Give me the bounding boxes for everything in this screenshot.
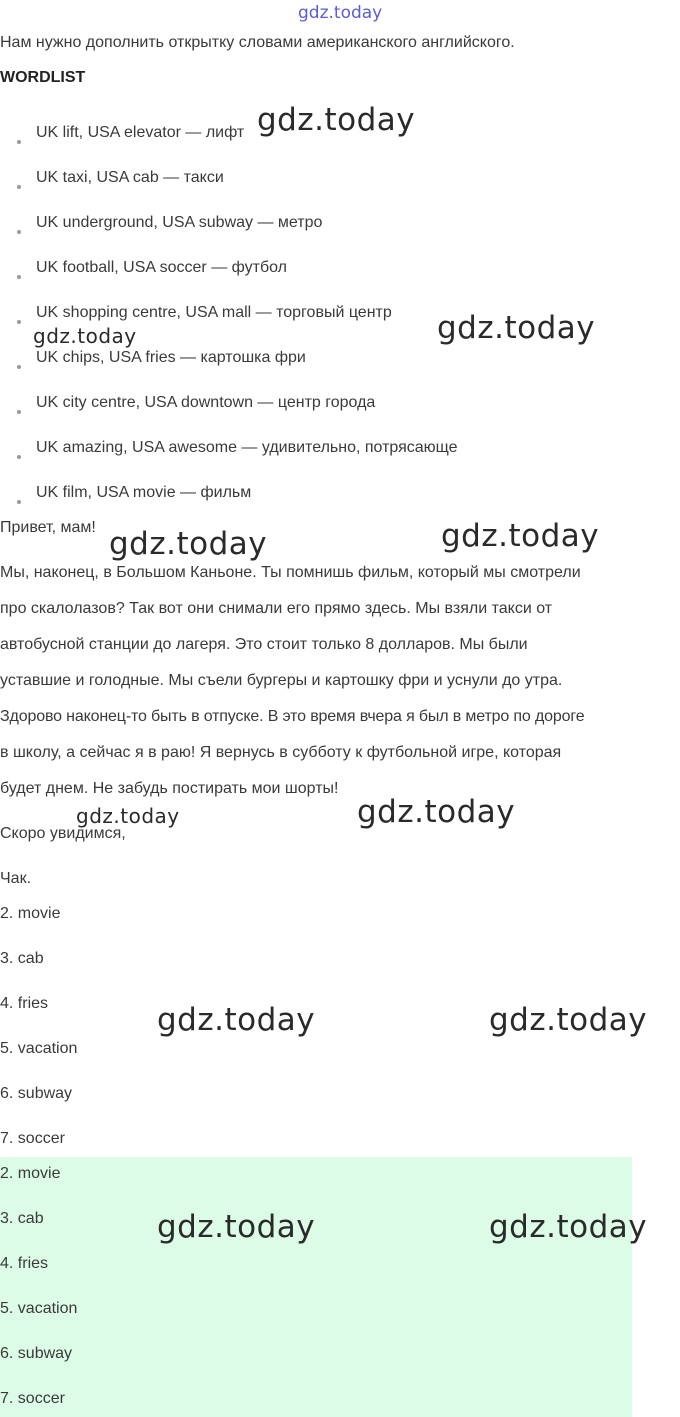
- letter-signature: Чак.: [0, 870, 32, 887]
- bullet-icon: [17, 185, 21, 189]
- watermark: gdz.today: [489, 1209, 648, 1245]
- answer-item: 4. fries: [0, 995, 49, 1012]
- watermark: gdz.today: [33, 324, 137, 348]
- letter-line: Здорово наконец-то быть в отпуске. В это время вчера я был в метро по дороге: [0, 708, 585, 725]
- wordlist-item: UK football, USA soccer — футбол: [36, 259, 287, 276]
- watermark: gdz.today: [257, 102, 416, 138]
- watermark: gdz.today: [489, 1002, 648, 1038]
- watermark: gdz.today: [357, 794, 516, 830]
- answer-item: 5. vacation: [0, 1300, 78, 1317]
- wordlist-item: UK taxi, USA cab — такси: [36, 169, 224, 186]
- answer-item: 2. movie: [0, 1165, 61, 1182]
- letter-line: про скалолазов? Так вот они снимали его прямо здесь. Мы взяли такси от: [0, 600, 553, 617]
- answer-item: 2. movie: [0, 905, 61, 922]
- watermark: gdz.today: [441, 518, 600, 554]
- wordlist-item: UK city centre, USA downtown — центр города: [36, 394, 376, 411]
- wordlist-item: UK shopping centre, USA mall — торговый центр: [36, 304, 392, 321]
- letter-line: будет днем. Не забудь постирать мои шорты!: [0, 780, 339, 797]
- answer-item: 7. soccer: [0, 1130, 65, 1147]
- answers-highlight-block: [0, 1157, 632, 1417]
- wordlist-item: UK lift, USA elevator — лифт: [36, 124, 245, 141]
- watermark: gdz.today: [157, 1002, 316, 1038]
- letter-greeting: Привет, мам!: [0, 519, 96, 536]
- watermark: gdz.today: [437, 310, 596, 346]
- watermark: gdz.today: [76, 804, 180, 828]
- letter-closing: Скоро увидимся,: [0, 825, 126, 842]
- bullet-icon: [17, 500, 21, 504]
- letter-line: автобусной станции до лагеря. Это стоит только 8 долларов. Мы были: [0, 636, 528, 653]
- letter-line: в школу, а сейчас я в раю! Я вернусь в субботу к футбольной игре, которая: [0, 744, 562, 761]
- answer-item: 4. fries: [0, 1255, 49, 1272]
- letter-line: уставшие и голодные. Мы съели бургеры и картошку фри и уснули до утра.: [0, 672, 563, 689]
- bullet-icon: [17, 320, 21, 324]
- wordlist-item: UK underground, USA subway — метро: [36, 214, 323, 231]
- bullet-icon: [17, 410, 21, 414]
- answer-item: 3. cab: [0, 950, 44, 967]
- answer-item: 5. vacation: [0, 1040, 78, 1057]
- wordlist-item: UK film, USA movie — фильм: [36, 484, 252, 501]
- bullet-icon: [17, 365, 21, 369]
- answer-item: 7. soccer: [0, 1390, 65, 1407]
- bullet-icon: [17, 230, 21, 234]
- letter-line: Мы, наконец, в Большом Каньоне. Ты помнишь фильм, который мы смотрели: [0, 564, 581, 581]
- watermark: gdz.today: [157, 1209, 316, 1245]
- bullet-icon: [17, 275, 21, 279]
- watermark: gdz.today: [109, 526, 268, 562]
- answer-item: 6. subway: [0, 1085, 73, 1102]
- wordlist-heading: WORDLIST: [0, 69, 86, 86]
- wordlist-item: UK amazing, USA awesome — удивительно, потрясающе: [36, 439, 458, 456]
- bullet-icon: [17, 140, 21, 144]
- answer-item: 3. cab: [0, 1210, 44, 1227]
- wordlist-item: UK chips, USA fries — картошка фри: [36, 349, 306, 366]
- top-watermark: gdz.today: [298, 3, 383, 23]
- intro-text: Нам нужно дополнить открытку словами американского английского.: [0, 34, 515, 51]
- bullet-icon: [17, 455, 21, 459]
- answer-item: 6. subway: [0, 1345, 73, 1362]
